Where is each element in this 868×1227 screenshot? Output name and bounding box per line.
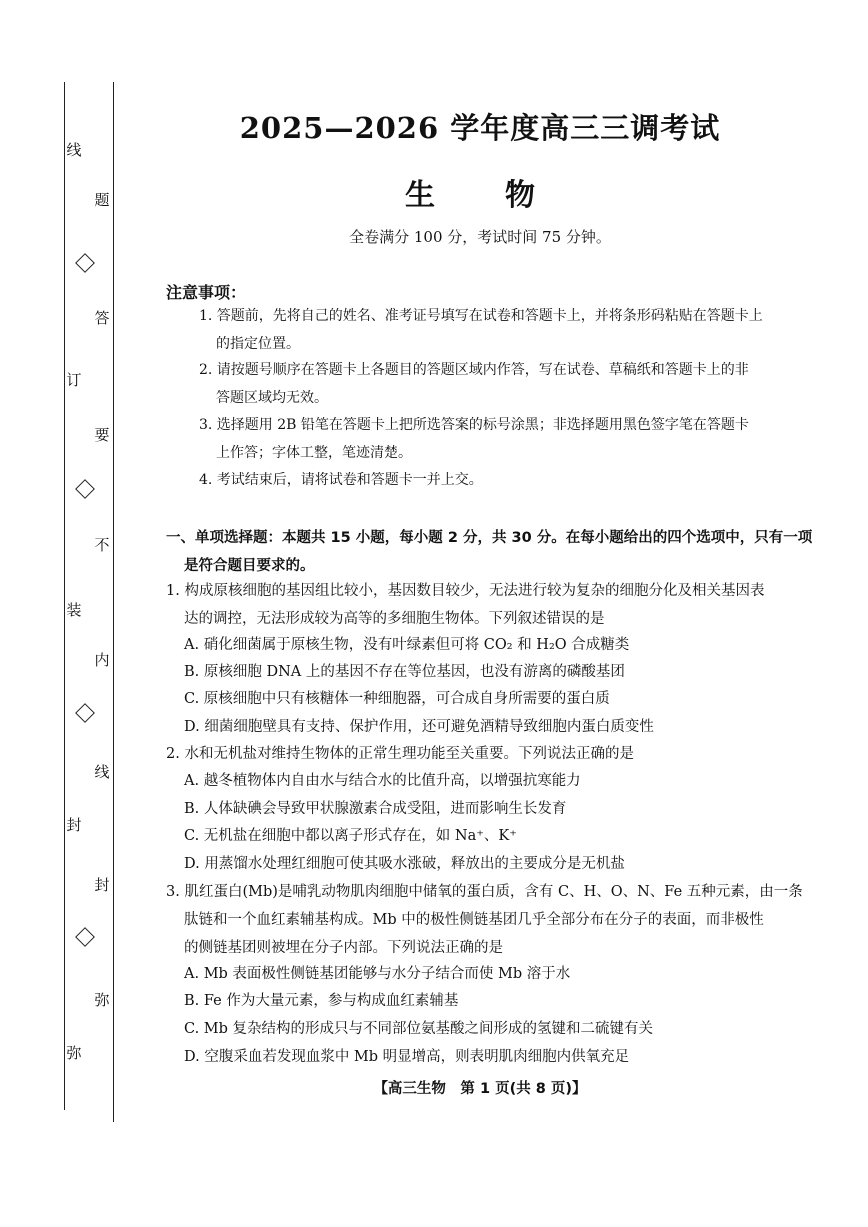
margin-diamond (75, 479, 95, 499)
note-item (199, 302, 814, 358)
exam-title: 2025—2026 学年度高三三调考试 (239, 111, 721, 145)
binding-line-outer (64, 82, 65, 1110)
margin-char: 题 (94, 191, 110, 209)
margin-char: 内 (94, 651, 110, 669)
note-line: 3. 选择题用 2B 铅笔在答题卡上把所选答案的标号涂黑；非选择题用黑色签字笔在答题卡 (199, 417, 749, 433)
margin-char: 封 (94, 876, 110, 894)
option-a: A. Mb 表面极性侧链基团能够与水分子结合而使 Mb 溶于水 (184, 966, 571, 982)
section-line: 是符合题目要求的。 (184, 558, 315, 574)
margin-diamond (75, 253, 95, 273)
margin-diamond (75, 703, 95, 723)
margin-char: 要 (94, 426, 110, 444)
stem-line: 3. 肌红蛋白(Mb)是哺乳动物肌肉细胞中储氧的蛋白质，含有 C、H、O、N、Fe 五种元素，由一条 (166, 884, 803, 900)
option-c: C. 无机盐在细胞中都以离子形式存在，如 Na⁺、K⁺ (184, 828, 517, 844)
section-line: 一、单项选择题：本题共 15 小题，每小题 2 分，共 30 分。在每小题给出的四个选项中，只有一项 (166, 530, 813, 546)
margin-char: 弥 (66, 1044, 82, 1062)
option-a: A. 越冬植物体内自由水与结合水的比值升高，以增强抗寒能力 (184, 773, 581, 789)
page-footer: 【高三生物 第 1 页(共 8 页)】 (373, 1081, 587, 1097)
margin-char: 装 (66, 601, 82, 619)
binding-line-inner (113, 82, 114, 1122)
option-d: D. 细菌细胞壁具有支持、保护作用，还可避免酒精导致细胞内蛋白质变性 (184, 719, 654, 735)
note-line: 上作答；字体工整，笔迹清楚。 (216, 445, 412, 461)
stem-line: 2. 水和无机盐对维持生物体的正常生理功能至关重要。下列说法正确的是 (166, 746, 634, 762)
margin-char: 线 (94, 763, 110, 781)
exam-meta: 全卷满分 100 分，考试时间 75 分钟。 (349, 228, 611, 246)
note-line: 的指定位置。 (216, 336, 300, 352)
note-item (199, 356, 814, 412)
margin-char: 弥 (94, 991, 110, 1009)
margin-char: 答 (94, 309, 110, 327)
stem-line: 达的调控，无法形成较为高等的多细胞生物体。下列叙述错误的是 (184, 611, 605, 627)
stem-line: 1. 构成原核细胞的基因组比较小，基因数目较少，无法进行较为复杂的细胞分化及相关基因表 (166, 583, 765, 599)
option-c: C. 原核细胞中只有核糖体一种细胞器，可合成自身所需要的蛋白质 (184, 691, 610, 707)
option-d: D. 空腹采血若发现血浆中 Mb 明显增高，则表明肌肉细胞内供氧充足 (184, 1049, 630, 1065)
note-line: 2. 请按题号顺序在答题卡上各题目的答题区域内作答，写在试卷、草稿纸和答题卡上的非 (199, 362, 749, 378)
question-stem (166, 577, 816, 633)
question-stem (166, 878, 816, 962)
note-line: 答题区域均无效。 (216, 390, 328, 406)
option-a: A. 硝化细菌属于原核生物，没有叶绿素但可将 CO₂ 和 H₂O 合成糖类 (184, 637, 630, 653)
note-line: 4. 考试结束后，请将试卷和答题卡一并上交。 (199, 472, 483, 488)
margin-diamond (75, 927, 95, 947)
stem-line: 肽链和一个血红素辅基构成。Mb 中的极性侧链基团几乎全部分布在分子的表面，而非极性 (184, 912, 764, 928)
note-item (199, 466, 814, 494)
margin-char: 线 (66, 141, 82, 159)
margin-char: 封 (66, 816, 82, 834)
margin-char: 不 (94, 536, 110, 554)
notes-heading: 注意事项： (166, 283, 247, 302)
section-heading (166, 524, 816, 580)
option-c: C. Mb 复杂结构的形成只与不同部位氨基酸之间形成的氢键和二硫键有关 (184, 1021, 654, 1037)
option-b: B. 人体缺碘会导致甲状腺激素合成受阻，进而影响生长发育 (184, 801, 567, 817)
margin-char: 订 (66, 371, 82, 389)
option-d: D. 用蒸馏水处理红细胞可使其吸水涨破，释放出的主要成分是无机盐 (184, 856, 625, 872)
note-line: 1. 答题前，先将自己的姓名、准考证号填写在试卷和答题卡上，并将条形码粘贴在答题卡上 (199, 308, 763, 324)
option-b: B. 原核细胞 DNA 上的基因不存在等位基因，也没有游离的磷酸基团 (184, 664, 625, 680)
note-item (199, 411, 814, 467)
stem-line: 的侧链基团则被埋在分子内部。下列说法正确的是 (184, 940, 503, 956)
subject-title: 生 物 (405, 178, 555, 213)
question-stem (166, 740, 816, 768)
option-b: B. Fe 作为大量元素，参与构成血红素辅基 (184, 993, 459, 1009)
